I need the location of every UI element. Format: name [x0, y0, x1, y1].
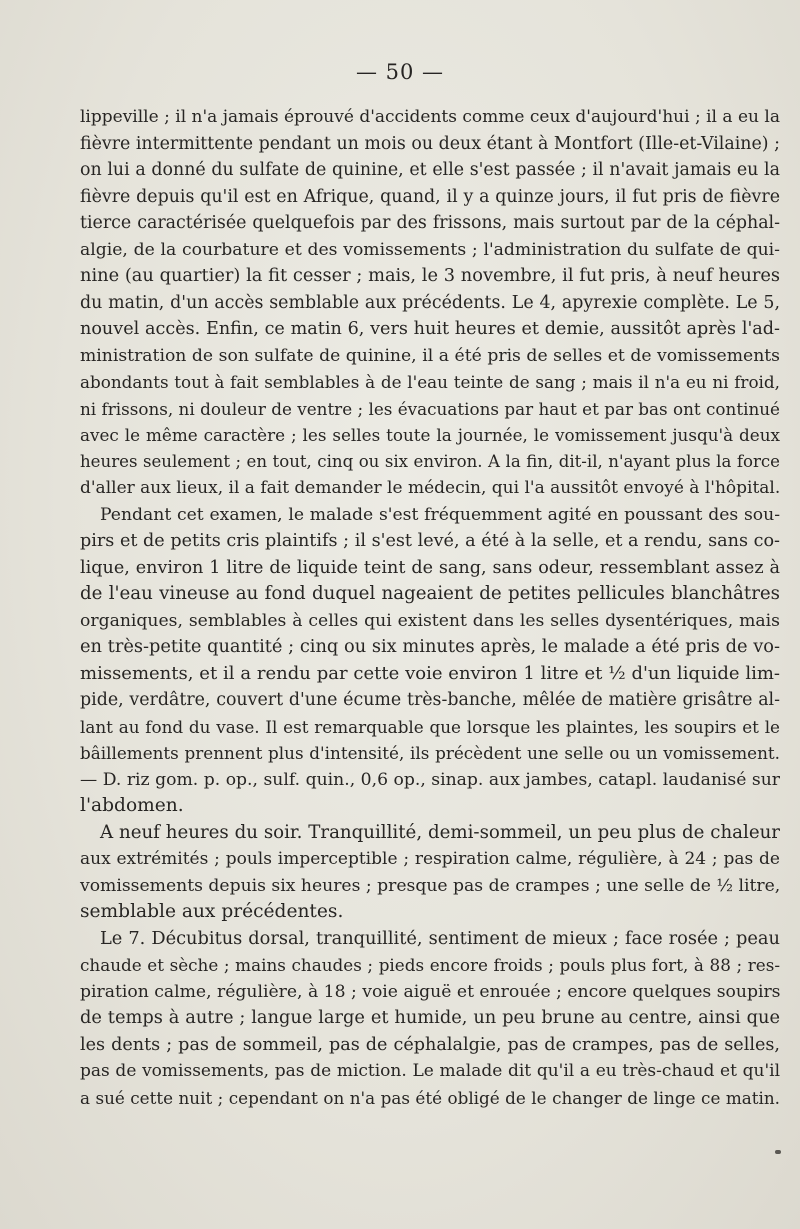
text-line: fièvre depuis qu'il est en Afrique, quand, il y a quinze jours, il fut pris de fièvre	[80, 186, 780, 207]
text-line: pas de vomissements, pas de miction. Le malade dit qu'il a eu très-chaud et qu'il	[80, 1061, 780, 1081]
text-line: avec le même caractère ; les selles toute la journée, le vomissement jusqu'à deux	[80, 425, 780, 445]
text-line: bâillements prennent plus d'intensité, ils précèdent une selle ou un vomissement.	[80, 743, 780, 763]
text-line: en très-petite quantité ; cinq ou six minutes après, le malade a été pris de vo-	[80, 636, 780, 657]
text-line: nouvel accès. Enfin, ce matin 6, vers huit heures et demie, aussitôt après l'ad-	[80, 319, 780, 339]
text-line: du matin, d'un accès semblable aux précédents. Le 4, apyrexie complète. Le 5,	[80, 292, 780, 313]
text-line: pide, verdâtre, couvert d'une écume très-banche, mêlée de matière grisâtre al-	[80, 690, 780, 710]
text-line: Pendant cet examen, le malade s'est fréquemment agité en poussant des sou-	[100, 504, 780, 525]
ink-speck	[775, 1150, 781, 1154]
text-line: lant au fond du vase. Il est remarquable que lorsque les plaintes, les soupirs et le	[80, 716, 780, 737]
text-line: lique, environ 1 litre de liquide teint de sang, sans odeur, ressemblant assez à	[80, 557, 780, 578]
text-line: pirs et de petits cris plaintifs ; il s'est levé, a été à la selle, et a rendu, sans co-	[80, 531, 780, 551]
text-line: on lui a donné du sulfate de quinine, et elle s'est passée ; il n'avait jamais eu la	[80, 160, 780, 180]
text-line: a sué cette nuit ; cependant on n'a pas été obligé de le changer de linge ce matin.	[80, 1087, 780, 1108]
text-line: aux extrémités ; pouls imperceptible ; respiration calme, régulière, à 24 ; pas de	[80, 849, 780, 869]
text-line: A neuf heures du soir. Tranquillité, demi-sommeil, un peu plus de chaleur	[100, 821, 780, 843]
text-line: nine (au quartier) la fit cesser ; mais, le 3 novembre, il fut pris, à neuf heures	[80, 265, 780, 286]
text-line: semblable aux précédentes.	[80, 901, 344, 922]
text-line: vomissements depuis six heures ; presque pas de crampes ; une selle de ½ litre,	[80, 875, 781, 896]
text-line: d'aller aux lieux, il a fait demander le médecin, qui l'a aussitôt envoyé à l'hôpital.	[80, 478, 781, 498]
text-line: piration calme, régulière, à 18 ; voie aiguë et enrouée ; encore quelques soupirs	[80, 981, 781, 1002]
text-line: Le 7. Décubitus dorsal, tranquillité, sentiment de mieux ; face rosée ; peau	[100, 927, 780, 949]
page-number: — 50 —	[355, 60, 445, 84]
text-line: l'abdomen.	[80, 795, 184, 816]
text-line: abondants tout à fait semblables à de l'eau teinte de sang ; mais il n'a eu ni froid,	[80, 372, 780, 392]
text-line: les dents ; pas de sommeil, pas de céphalalgie, pas de crampes, pas de selles,	[80, 1034, 780, 1055]
body-text	[80, 104, 780, 1111]
text-line: de l'eau vineuse au fond duquel nageaient de petites pellicules blanchâtres	[80, 583, 780, 604]
text-line: — D. riz gom. p. op., sulf. quin., 0,6 op., sinap. aux jambes, catapl. laudanisé sur	[80, 769, 780, 790]
text-line: organiques, semblables à celles qui existent dans les selles dysentériques, mais	[80, 610, 780, 631]
text-line: ni frissons, ni douleur de ventre ; les évacuations par haut et par bas ont continué	[80, 398, 780, 419]
text-line: chaude et sèche ; mains chaudes ; pieds encore froids ; pouls plus fort, à 88 ; res-	[80, 955, 780, 975]
text-line: tierce caractérisée quelquefois par des frissons, mais surtout par de la céphal-	[80, 213, 780, 233]
text-line: lippeville ; il n'a jamais éprouvé d'accidents comme ceux d'aujourd'hui ; il a eu la	[80, 107, 780, 127]
text-line: fièvre intermittente pendant un mois ou deux étant à Montfort (Ille-et-Vilaine) ;	[80, 133, 780, 154]
text-line: de temps à autre ; langue large et humide, un peu brune au centre, ainsi que	[80, 1007, 780, 1028]
text-line: ministration de son sulfate de quinine, il a été pris de selles et de vomissements	[80, 345, 780, 366]
text-line: missements, et il a rendu par cette voie environ 1 litre et ½ d'un liquide lim-	[80, 662, 780, 684]
text-line: heures seulement ; en tout, cinq ou six environ. A la fin, dit-il, n'ayant plus la force	[80, 451, 780, 471]
text-line: algie, de la courbature et des vomissements ; l'administration du sulfate de qui-	[80, 239, 780, 260]
